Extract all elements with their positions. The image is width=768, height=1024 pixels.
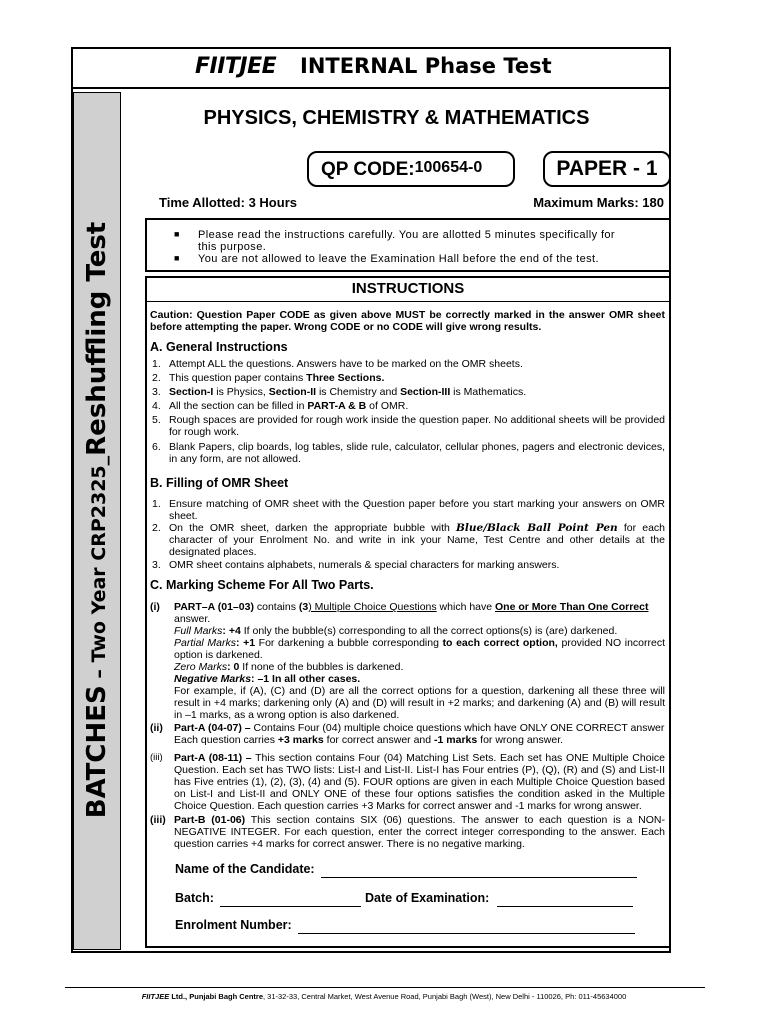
maximum-marks: Maximum Marks: 180: [533, 195, 664, 210]
list-number: 4.: [152, 400, 161, 412]
list-item: Rough spaces are provided for rough work inside the question paper. No additional sheets will be provided for rough work.: [169, 414, 665, 438]
list-item: On the OMR sheet, darken the appropriate bubble with Blue/Black Ball Point Pen for each character of your Enrolment No. and write in ink your Name, Test Centre and other details at the designated places.: [169, 522, 665, 558]
list-number: 1.: [152, 358, 161, 370]
notice-line: Please read the instructions carefully. You are allotted 5 minutes specifically for: [198, 229, 615, 241]
batch-label: Batch:: [175, 891, 214, 905]
divider: [147, 301, 669, 302]
enrolment-line[interactable]: [298, 933, 635, 934]
section-a-title: A. General Instructions: [150, 340, 288, 354]
instructions-title: INSTRUCTIONS: [351, 280, 465, 297]
notice-box: [145, 218, 671, 272]
list-number: 6.: [152, 441, 161, 453]
fiitjee-logo: FIITJEE: [195, 54, 277, 79]
caution-text: Caution: Question Paper CODE as given above MUST be correctly marked in the answer OMR sheet before attempting the paper. Wrong CODE or no CODE will give wrong results.: [150, 309, 665, 333]
list-item: Blank Papers, clip boards, log tables, slide rule, calculator, cellular phones, pagers and electronic devices, in any form, are not allowed.: [169, 441, 665, 465]
list-number: 5.: [152, 414, 161, 426]
list-number: (i): [150, 601, 160, 613]
exam-date-line[interactable]: [497, 906, 633, 907]
list-number: (iii): [150, 814, 166, 826]
list-item: All the section can be filled in PART-A & B of OMR.: [169, 400, 409, 412]
list-item: OMR sheet contains alphabets, numerals & special characters for marking answers.: [169, 559, 560, 571]
list-number: 3.: [152, 559, 161, 571]
side-label: BATCHES – Two Year CRP2325_Reshuffling Test: [82, 221, 112, 819]
list-number: 3.: [152, 386, 161, 398]
marking-item-iii: Part-A (08-11) – This section contains Four (04) Matching List Sets. Each set has ONE Multiple Choice Question. Each set has TWO lists: List-I and List-II. List-I has Four entries (P), (Q), (R) and (S) and List-II has Five entries (1), (2), (3), (4) and (5). FOUR options are given in each Multiple Choice Question based on List-I and List-II and ONLY ONE of these four options satisfies the condition asked in the Multiple Choice Question. Each question carries +3 Marks for correct answer and -1 marks for wrong answer.: [174, 752, 665, 812]
list-item: Attempt ALL the questions. Answers have to be marked on the OMR sheets.: [169, 358, 523, 370]
paper-box: PAPER - 1: [543, 151, 671, 187]
section-c-title: C. Marking Scheme For All Two Parts.: [150, 578, 374, 592]
batch-line[interactable]: [220, 906, 361, 907]
bullet-icon: ■: [174, 229, 180, 239]
header-title: INTERNAL Phase Test: [300, 54, 552, 78]
footer-address: FIITJEE Ltd., Punjabi Bagh Centre, 31-32-33, Central Market, West Avenue Road, Punjabi Bagh (West), New Delhi - 110026, Ph: 011-45634000: [141, 992, 627, 1001]
footer-divider: [65, 987, 705, 988]
bullet-icon: ■: [174, 253, 180, 263]
marking-item-ii: Part-A (04-07) – Contains Four (04) multiple choice questions which have ONLY ONE CORRECT answer Each question carries +3 marks for correct answer and -1 marks for wrong answer.: [174, 722, 665, 746]
list-item: Ensure matching of OMR sheet with the Question paper before you start marking your answers on OMR sheet.: [169, 498, 665, 522]
candidate-name-line[interactable]: [321, 877, 637, 878]
list-number: (iii): [150, 752, 163, 763]
qp-code-box: QP CODE: 100654-0: [307, 151, 515, 187]
list-number: 2.: [152, 372, 161, 384]
subject-title: PHYSICS, CHEMISTRY & MATHEMATICS: [203, 107, 590, 129]
marking-item-iv: Part-B (01-06) This section contains SIX (06) questions. The answer to each question is a NON-NEGATIVE INTEGER. For each question, enter the correct integer corresponding to the answer. Each question carries +4 marks for correct answer. There is no negative marking.: [174, 814, 665, 850]
section-b-title: B. Filling of OMR Sheet: [150, 476, 289, 490]
exam-date-label: Date of Examination:: [365, 891, 490, 905]
enrolment-label: Enrolment Number:: [175, 918, 292, 932]
list-number: (ii): [150, 722, 163, 734]
marking-item-i: PART–A (01–03) contains (3) Multiple Choice Questions which have One or More Than One Correct answer. Full Marks: +4 If only the bubble(s) corresponding to all the correct options(s) is (are) darkened. Partial Marks: +1 For darkening a bubble corresponding to each correct option, provided NO incorrect option is darkened. Zero Marks: 0 If none of the bubbles is darkened. Negative Marks: –1 In all other cases. For example, if (A), (C) and (D) are all the correct options for a question, darkening all these three will result in +4 marks; darkening only (A) and (D) will result in +2 marks; and darkening (A) and (B) will result in –1 marks, as a wrong option is also darkened.: [174, 601, 666, 721]
list-item: This question paper contains Three Sections.: [169, 372, 385, 384]
notice-line: You are not allowed to leave the Examination Hall before the end of the test.: [198, 253, 599, 265]
notice-line: this purpose.: [198, 241, 267, 253]
time-allotted: Time Allotted: 3 Hours: [159, 195, 297, 210]
list-number: 1.: [152, 498, 161, 510]
list-item: Section-I is Physics, Section-II is Chemistry and Section-III is Mathematics.: [169, 386, 527, 398]
list-number: 2.: [152, 522, 161, 534]
candidate-name-label: Name of the Candidate:: [175, 862, 315, 876]
